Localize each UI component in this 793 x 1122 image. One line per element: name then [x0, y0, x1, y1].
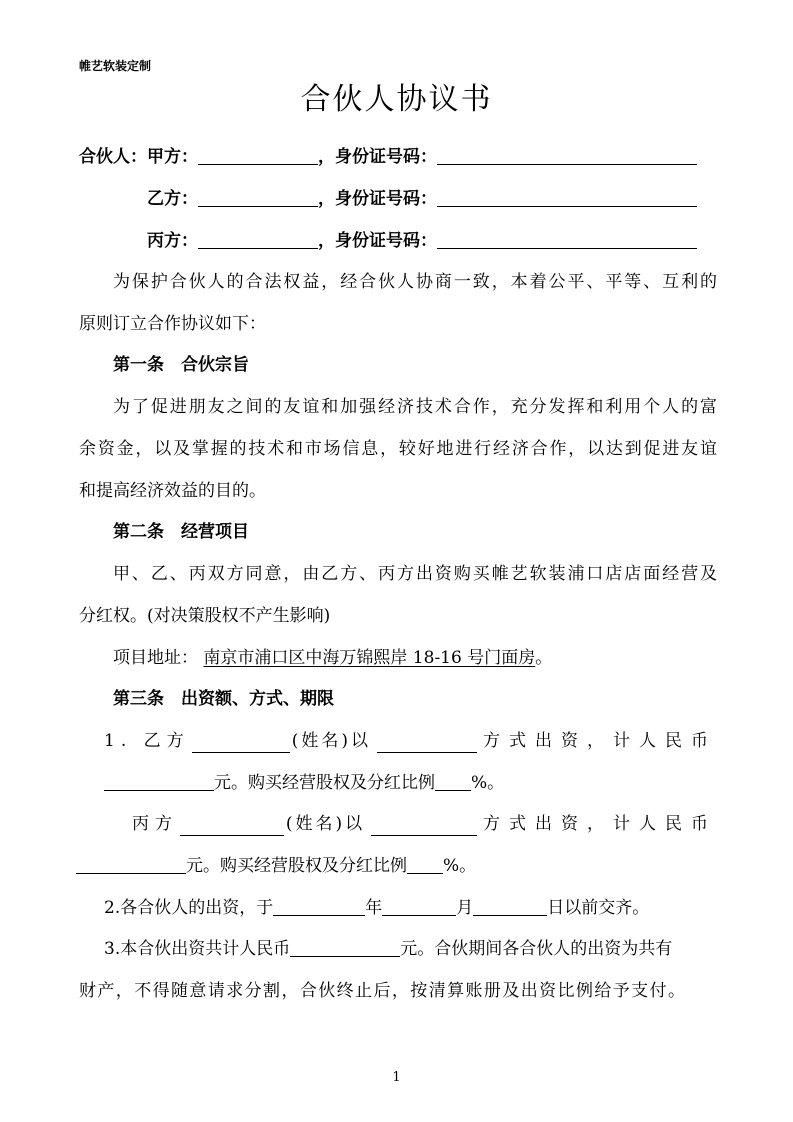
party-c-name-blank[interactable] [198, 230, 318, 249]
item1-amount-blank[interactable] [104, 772, 214, 791]
article1-line-1: 为了促进朋友之间的友谊和加强经济技术合作，充分发挥和利用个人的富 [113, 397, 717, 417]
item1c-name-blank[interactable] [180, 817, 284, 836]
party-c-id-label: ，身份证号码： [318, 231, 437, 251]
item1c-ratio-blank[interactable] [407, 855, 443, 874]
project-address-row [113, 646, 552, 670]
party-b-label: 乙方： [147, 189, 198, 209]
party-c-label: 丙方： [147, 231, 198, 251]
intro-line-2: 原则订立合作协议如下： [79, 314, 266, 334]
item3-label: 3.本合伙出资共计人民币 [104, 939, 291, 959]
item2-year-blank[interactable] [273, 897, 365, 916]
partners-label: 合伙人： [79, 147, 147, 167]
item1-method-blank[interactable] [377, 734, 477, 753]
item1c-row [132, 812, 717, 836]
article3-heading: 第三条 出资额、方式、期限 [113, 689, 334, 709]
party-a-label: 甲方： [147, 147, 198, 167]
party-c-id-blank[interactable] [437, 230, 697, 249]
item1c-row-2 [76, 854, 476, 878]
article2-line-2: 分红权。(对决策股权不产生影响) [79, 606, 331, 626]
party-a-id-label: ，身份证号码： [318, 147, 437, 167]
partner-c-row [147, 229, 697, 253]
item1-party-b-label: 1. 乙方 [104, 731, 190, 751]
item2-label: 2.各合伙人的出资，于 [104, 898, 274, 918]
partner-a-row [79, 145, 697, 169]
party-a-id-blank[interactable] [437, 146, 697, 165]
item2-day-blank[interactable] [473, 897, 547, 916]
item1c-amount-blank[interactable] [76, 855, 186, 874]
party-b-name-blank[interactable] [198, 188, 318, 207]
intro-line-1: 为保护合伙人的合法权益，经合伙人协商一致，本着公平、平等、互利的 [113, 272, 717, 292]
item1c-ratio-label: 元。购买经营股权及分红比例 [186, 856, 407, 876]
item3-row [104, 937, 672, 961]
item1-name-label: (姓名)以 [291, 731, 372, 751]
item2-row [104, 896, 649, 920]
item3-line-2: 财产，不得随意请求分割，合伙终止后，按清算账册及出资比例给予支付。 [79, 981, 685, 1001]
project-address-value: 南京市浦口区中海万锦熙岸 18-16 号门面房 [203, 648, 536, 668]
item1c-percent: %。 [443, 856, 477, 876]
item2-year: 年 [365, 898, 383, 918]
item1-name-blank[interactable] [192, 734, 290, 753]
item1-percent: %。 [471, 773, 505, 793]
partner-b-row [147, 187, 697, 211]
party-b-id-label: ，身份证号码： [318, 189, 437, 209]
party-a-name-blank[interactable] [198, 146, 318, 165]
item1c-method-blank[interactable] [371, 817, 477, 836]
article2-line-1: 甲、乙、丙双方同意，由乙方、丙方出资购买帷艺软装浦口店店面经营及 [113, 564, 717, 584]
item1-ratio-label: 元。购买经营股权及分红比例 [214, 773, 435, 793]
article1-line-2: 余资金，以及掌握的技术和市场信息，较好地进行经济合作，以达到促进友谊 [79, 439, 717, 459]
page-number: 1 [392, 1070, 401, 1085]
item3-amount-blank[interactable] [290, 938, 400, 957]
item1-method-label: 方式出资，计人民币 [483, 731, 717, 751]
item1-ratio-blank[interactable] [435, 772, 471, 791]
item1c-party-c-label: 丙方 [132, 814, 178, 834]
item2-month-blank[interactable] [382, 897, 456, 916]
item1-row [104, 729, 717, 753]
item3-text: 元。合伙期间各合伙人的出资为共有 [400, 939, 673, 959]
item2-day: 日以前交齐。 [547, 898, 650, 918]
article1-heading: 第一条 合伙宗旨 [113, 355, 249, 375]
article1-line-3: 和提高经济效益的目的。 [79, 481, 266, 501]
header-brand: 帷艺软装定制 [79, 59, 152, 73]
item1c-name-label: (姓名)以 [285, 814, 366, 834]
project-address-label: 项目地址： [113, 648, 198, 668]
article2-heading: 第二条 经营项目 [113, 522, 249, 542]
item1c-method-label: 方式出资，计人民币 [483, 814, 717, 834]
item2-month: 月 [456, 898, 474, 918]
party-b-id-blank[interactable] [437, 188, 697, 207]
project-address-end: 。 [535, 648, 553, 668]
page-title: 合伙人协议书 [300, 82, 493, 117]
item1-row-2 [104, 771, 504, 795]
